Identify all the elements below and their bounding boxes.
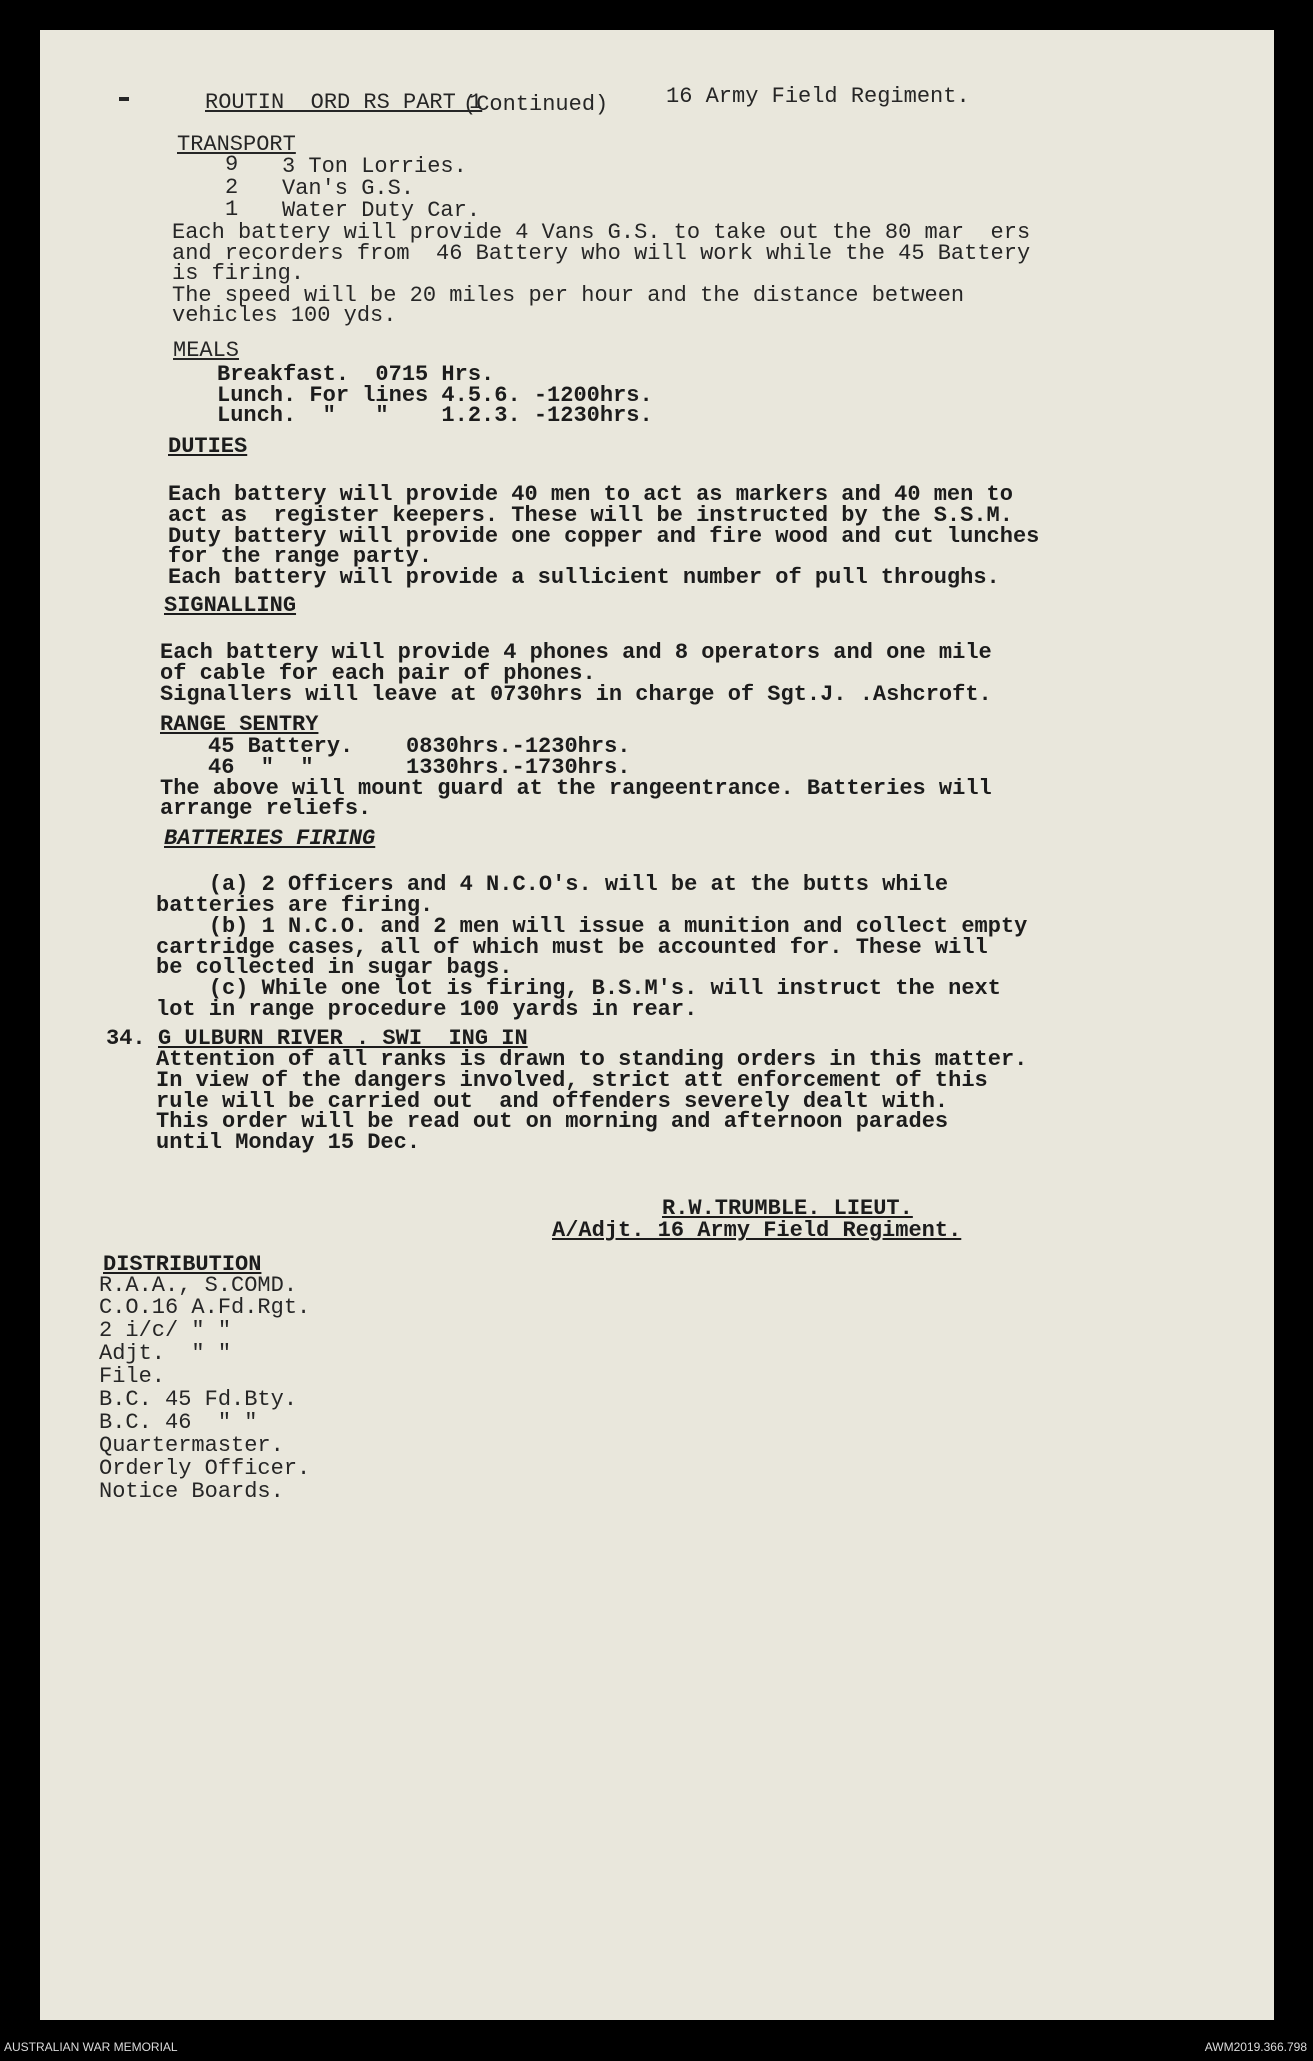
batteries-firing-line: batteries are firing. xyxy=(156,893,434,918)
transport-heading: TRANSPORT xyxy=(177,132,296,157)
batteries-firing-heading: BATTERIES FIRING xyxy=(164,826,376,851)
signature-name: R.W.TRUMBLE. LIEUT. xyxy=(662,1196,913,1221)
meals-line: Lunch. For lines 4.5.6. -1200hrs. xyxy=(217,383,653,408)
duties-line: for the range party. xyxy=(168,544,433,569)
distribution-item: B.C. 45 Fd.Bty. xyxy=(99,1387,298,1412)
range-sentry-note: The above will mount guard at the rangeentrance. Batteries will xyxy=(160,776,992,801)
order-34-line: In view of the dangers involved, strict att enforcement of this xyxy=(156,1068,988,1093)
transport-text-line: The speed will be 20 miles per hour and the distance between xyxy=(172,283,965,308)
transport-text-line: vehicles 100 yds. xyxy=(172,303,397,328)
batteries-firing-line: be collected in sugar bags. xyxy=(156,955,513,980)
order-number: 34. xyxy=(106,1026,146,1051)
range-sentry-line: 46 " " 1330hrs.-1730hrs. xyxy=(208,755,631,780)
transport-text-line: and recorders from 46 Battery who will work while the 45 Battery xyxy=(172,241,1031,266)
distribution-item: Orderly Officer. xyxy=(99,1456,311,1481)
distribution-heading: DISTRIBUTION xyxy=(103,1252,262,1277)
duties-line: Each battery will provide 40 men to act as markers and 40 men to xyxy=(168,482,1013,507)
title-suffix: (Continued) xyxy=(463,92,609,117)
signature-title: A/Adjt. 16 Army Field Regiment. xyxy=(552,1218,962,1243)
range-sentry-heading: RANGE SENTRY xyxy=(160,712,319,737)
unit-name: 16 Army Field Regiment. xyxy=(666,84,970,109)
distribution-item: B.C. 46 " " xyxy=(99,1410,258,1435)
batteries-firing-line: cartridge cases, all of which must be accounted for. These will xyxy=(156,935,988,960)
transport-qty: 2 xyxy=(225,175,239,200)
archive-reference: AWM2019.366.798 xyxy=(1204,2040,1307,2054)
distribution-item: R.A.A., S.COMD. xyxy=(99,1273,298,1298)
distribution-item: Quartermaster. xyxy=(99,1433,284,1458)
batteries-firing-line: lot in range procedure 100 yards in rear. xyxy=(156,997,698,1022)
batteries-firing-line: (b) 1 N.C.O. and 2 men will issue a munition and collect empty xyxy=(156,914,1028,939)
distribution-item: Notice Boards. xyxy=(99,1479,284,1504)
document-page xyxy=(40,30,1274,2020)
distribution-item: File. xyxy=(99,1364,166,1389)
distribution-item: 2 i/c/ " " xyxy=(99,1318,232,1343)
batteries-firing-line: (a) 2 Officers and 4 N.C.O's. will be at the butts while xyxy=(156,872,949,897)
batteries-firing-line: (c) While one lot is firing, B.S.M's. will instruct the next xyxy=(156,976,1001,1001)
margin-tick-mark xyxy=(119,97,129,101)
transport-item: Van's G.S. xyxy=(282,176,415,201)
transport-text-line: is firing. xyxy=(172,261,305,286)
meals-line: Breakfast. 0715 Hrs. xyxy=(217,362,495,387)
transport-item: Water Duty Car. xyxy=(282,198,481,223)
transport-qty: 9 xyxy=(225,152,239,177)
order-34-line: This order will be read out on morning and afternoon parades xyxy=(156,1109,949,1134)
meals-heading: MEALS xyxy=(173,338,240,363)
signalling-line: of cable for each pair of phones. xyxy=(160,661,596,686)
signalling-line: Signallers will leave at 0730hrs in charge of Sgt.J. .Ashcroft. xyxy=(160,682,992,707)
archive-credit: AUSTRALIAN WAR MEMORIAL xyxy=(4,2040,178,2054)
routine-orders-title: ROUTIN ORD RS PART 1 xyxy=(205,90,483,115)
distribution-item: C.O.16 A.Fd.Rgt. xyxy=(99,1295,311,1320)
meals-line: Lunch. " " 1.2.3. -1230hrs. xyxy=(217,403,653,428)
order-34-heading: G ULBURN RIVER . SWI ING IN xyxy=(158,1026,528,1051)
transport-item: 3 Ton Lorries. xyxy=(282,154,467,179)
signalling-heading: SIGNALLING xyxy=(164,593,297,618)
duties-line: Duty battery will provide one copper and fire wood and cut lunches xyxy=(168,524,1040,549)
range-sentry-note: arrange reliefs. xyxy=(160,796,372,821)
signalling-line: Each battery will provide 4 phones and 8 operators and one mile xyxy=(160,640,992,665)
duties-heading: DUTIES xyxy=(168,434,248,459)
range-sentry-line: 45 Battery. 0830hrs.-1230hrs. xyxy=(208,734,631,759)
order-34-line: Attention of all ranks is drawn to standing orders in this matter. xyxy=(156,1047,1028,1072)
duties-line: act as register keepers. These will be instructed by the S.S.M. xyxy=(168,503,1013,528)
transport-text-line: Each battery will provide 4 Vans G.S. to take out the 80 mar ers xyxy=(172,220,1031,245)
transport-qty: 1 xyxy=(225,197,239,222)
order-34-line: rule will be carried out and offenders severely dealt with. xyxy=(156,1089,949,1114)
distribution-item: Adjt. " " xyxy=(99,1341,232,1366)
duties-line: Each battery will provide a sullicient number of pull throughs. xyxy=(168,565,1000,590)
order-34-line: until Monday 15 Dec. xyxy=(156,1130,421,1155)
